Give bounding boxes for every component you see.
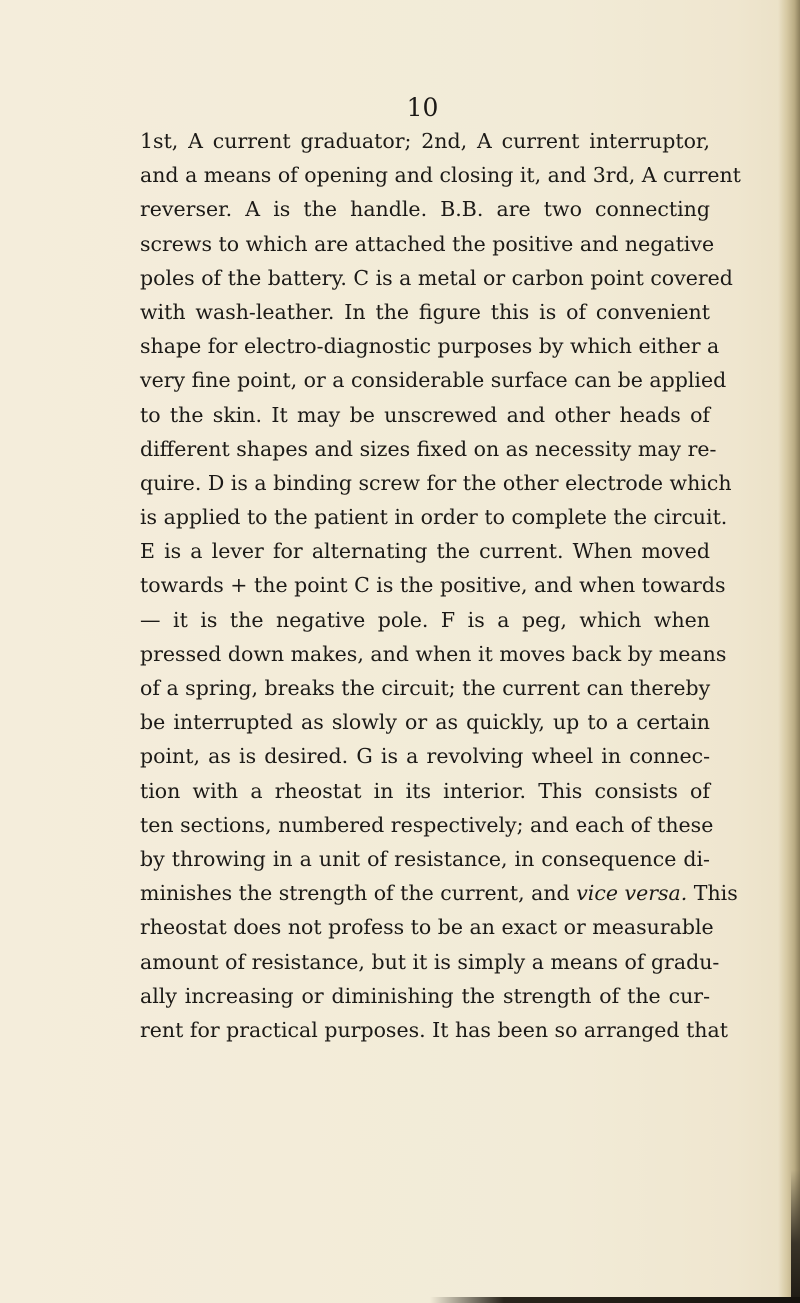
text-line: different shapes and sizes fixed on as necessity may re- — [140, 436, 717, 461]
page-bottom-edge — [430, 1297, 800, 1303]
text-line: to the skin. It may be unscrewed and other heads of — [140, 402, 710, 427]
page-edge-dark — [791, 1170, 800, 1303]
text-line: poles of the battery. C is a metal or carbon point covered — [140, 265, 733, 290]
text-line: point, as is desired. G is a revolving wheel in connec- — [140, 744, 710, 769]
page-number: 10 — [406, 93, 439, 122]
text-line: by throwing in a unit of resistance, in consequence di- — [140, 846, 710, 871]
text-segment: minishes the strength of the current, and — [140, 881, 570, 906]
text-line-with-italic — [140, 876, 738, 910]
text-line: towards + the point C is the positive, and when towards — [140, 573, 726, 598]
text-line: tion with a rheostat in its interior. This consists of — [140, 778, 710, 803]
text-line: reverser. A is the handle. B.B. are two connecting — [140, 197, 710, 222]
text-line: quire. D is a binding screw for the other electrode which — [140, 470, 732, 495]
text-line: amount of resistance, but it is simply a means of gradu- — [140, 949, 720, 974]
text-line: pressed down makes, and when it moves back by means — [140, 641, 727, 666]
text-line: rent for practical purposes. It has been so arranged that — [140, 1017, 728, 1042]
body-text — [140, 124, 741, 1047]
text-segment: This — [693, 881, 738, 906]
text-line: and a means of opening and closing it, and 3rd, A current — [140, 163, 741, 188]
text-line: shape for electro-diagnostic purposes by which either a — [140, 334, 720, 359]
text-line: of a spring, breaks the circuit; the current can thereby — [140, 676, 711, 700]
text-line: rheostat does not profess to be an exact or measurable — [140, 915, 714, 940]
text-line: — it is the negative pole. F is a peg, which when — [140, 607, 710, 632]
text-line: be interrupted as slowly or as quickly, up to a certain — [140, 710, 710, 735]
text-line: 1st, A current graduator; 2nd, A current interruptor, — [140, 129, 710, 153]
text-line: ally increasing or diminishing the strength of the cur- — [140, 983, 710, 1008]
text-line: is applied to the patient in order to complete the circuit. — [140, 505, 728, 530]
text-line: very fine point, or a considerable surface can be applied — [140, 368, 727, 393]
italic-phrase: vice versa. — [576, 881, 688, 906]
text-line: screws to which are attached the positive and negative — [140, 231, 715, 256]
text-line: with wash-leather. In the figure this is of convenient — [140, 299, 710, 324]
text-line: ten sections, numbered respectively; and each of these — [140, 812, 714, 837]
text-line: E is a lever for alternating the current. When moved — [140, 539, 710, 564]
page-edge-shadow — [778, 0, 800, 1303]
